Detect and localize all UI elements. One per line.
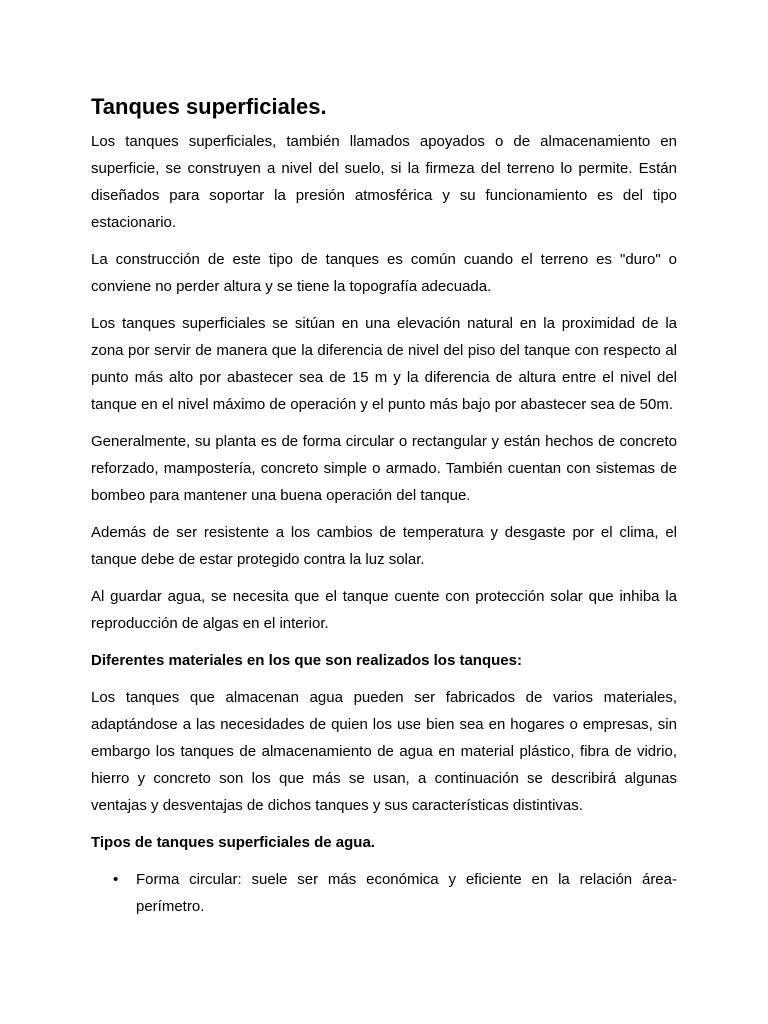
paragraph-resistance: Además de ser resistente a los cambios de temperatura y desgaste por el clima, el tanque debe de estar protegido contra la luz solar.	[91, 524, 677, 568]
paragraph-intro: Los tanques superficiales, también llamados apoyados o de almacenamiento en superficie, se construyen a nivel del suelo, si la firmeza del terreno lo permite. Están diseñados para soportar la presión atmosférica y su funcionamiento es del tipo estacionario.	[91, 133, 677, 231]
list-item-text: Forma circular: suele ser más económica y eficiente en la relación área-perímetro.	[136, 871, 677, 915]
document-title: Tanques superficiales.	[91, 94, 327, 119]
paragraph-construction: La construcción de este tipo de tanques es común cuando el terreno es "duro" o conviene no perder altura y se tiene la topografía adecuada.	[91, 251, 677, 295]
paragraph-solar-protection: Al guardar agua, se necesita que el tanque cuente con protección solar que inhiba la reproducción de algas en el interior.	[91, 588, 677, 632]
paragraph-shape: Generalmente, su planta es de forma circular o rectangular y están hechos de concreto reforzado, mampostería, concreto simple o armado. También cuentan con sistemas de bombeo para mantener una buena operación del tanque.	[91, 433, 677, 504]
materials-paragraph: Los tanques que almacenan agua pueden ser fabricados de varios materiales, adaptándose a las necesidades de quien los use bien sea en hogares o empresas, sin embargo los tanques de almacenamiento de agua en material plástico, fibra de vidrio, hierro y concreto son los que más se usan, a continuación se describirá algunas ventajas y desventajas de dichos tanques y sus características distintivas.	[91, 689, 677, 814]
types-heading: Tipos de tanques superficiales de agua.	[91, 834, 375, 851]
materials-heading: Diferentes materiales en los que son realizados los tanques:	[91, 652, 522, 669]
bullet-icon: •	[113, 871, 119, 888]
list-item	[113, 866, 677, 920]
paragraph-location: Los tanques superficiales se sitúan en una elevación natural en la proximidad de la zona por servir de manera que la diferencia de nivel del piso del tanque con respecto al punto más alto por abastecer sea de 15 m y la diferencia de altura entre el nivel del tanque en el nivel máximo de operación y el punto más bajo por abastecer sea de 50m.	[91, 315, 677, 413]
types-list	[91, 866, 677, 920]
